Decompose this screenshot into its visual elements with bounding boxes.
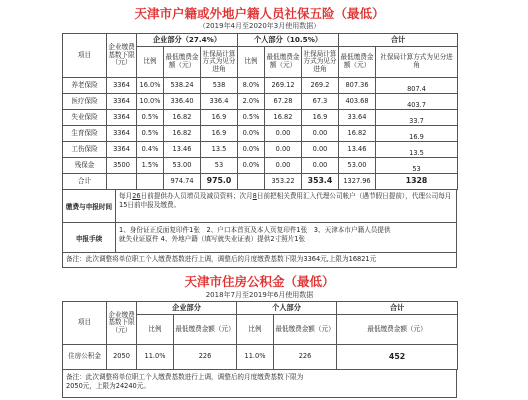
- row-base: 3364: [107, 78, 137, 94]
- housing-table: [62, 301, 458, 370]
- row-personal-min: 269.12: [265, 78, 302, 94]
- housing-header-company: 企业部分: [137, 302, 237, 315]
- timing-day-a: 26: [132, 192, 141, 200]
- row-personal-calc: 0.00: [302, 158, 339, 174]
- row-company-ratio: 1.5%: [137, 158, 164, 174]
- row-total-calc: [376, 142, 458, 158]
- row-personal-ratio: 0.0%: [238, 158, 265, 174]
- housing-row-company-min: 226: [174, 345, 237, 370]
- housing-title: 天津市住房公积金（最低）: [184, 274, 335, 289]
- insurance-subtitle: （2019年4月至2020年3月使用数据）: [198, 22, 321, 30]
- row-total-calc-value: 13.5: [409, 148, 424, 157]
- row-company-ratio: 0.4%: [137, 142, 164, 158]
- row-company-calc: 53: [201, 158, 238, 174]
- row-base: 3500: [107, 158, 137, 174]
- row-personal-calc: 269.2: [302, 78, 339, 94]
- row-personal-ratio: 8.0%: [238, 78, 265, 94]
- row-base: 3364: [107, 142, 137, 158]
- housing-header-base: 企业缴费基数下限（元）: [107, 302, 137, 345]
- row-personal-ratio: 0.0%: [238, 142, 265, 158]
- total-personal-min: 353.22: [265, 174, 302, 190]
- total-label: 合计: [63, 174, 107, 190]
- row-personal-ratio: 0.5%: [238, 110, 265, 126]
- header-total-calc: 社保局计算方式为见分进角: [376, 47, 458, 78]
- table-row: [63, 110, 458, 126]
- row-company-calc: 16.9: [201, 110, 238, 126]
- timing-text: [119, 192, 453, 210]
- housing-row-base: 2050: [107, 345, 137, 370]
- housing-header-total-min: 最低缴费金额（元）: [337, 315, 458, 345]
- row-item: 医疗保险: [63, 94, 107, 110]
- row-total-calc: [376, 110, 458, 126]
- row-total-calc-value: 53: [412, 164, 421, 173]
- row-item: 养老保险: [63, 78, 107, 94]
- table-row: [63, 126, 458, 142]
- row-item: 生育保险: [63, 126, 107, 142]
- table-row: [63, 158, 458, 174]
- total-company-min: 974.74: [164, 174, 201, 190]
- row-total-calc-value: 403.7: [407, 100, 426, 109]
- housing-row-item: 住房公积金: [63, 345, 107, 370]
- row-company-ratio: 16.0%: [137, 78, 164, 94]
- timing-text-c: 日前把相关费用汇入代理公司帐户（遇节假日提前），代理公司每月15日前申报及缴费。: [119, 192, 452, 210]
- header-total-group: 合计: [339, 34, 458, 47]
- row-total-calc-value: 33.7: [409, 116, 424, 125]
- total-total-min: 1327.96: [339, 174, 376, 190]
- row-item: 失业保险: [63, 110, 107, 126]
- housing-row-personal-ratio: 11.0%: [237, 345, 274, 370]
- row-company-min: 538.24: [164, 78, 201, 94]
- row-personal-min: 0.00: [265, 142, 302, 158]
- header-personal-calc: 社保局计算方式为见分进角: [302, 47, 339, 78]
- housing-row-personal-min: 226: [274, 345, 337, 370]
- housing-note-line-2: 2050元，上限为24240元。: [66, 381, 150, 390]
- row-total-calc-value: 807.4: [407, 84, 426, 93]
- timing-day-b: 8: [252, 192, 257, 200]
- row-company-calc: 336.4: [201, 94, 238, 110]
- row-company-min: 16.82: [164, 126, 201, 142]
- housing-note: [62, 370, 457, 398]
- row-company-ratio: 10.0%: [137, 94, 164, 110]
- row-personal-calc: 0.00: [302, 142, 339, 158]
- header-company-ratio: 比例: [137, 47, 164, 78]
- housing-header-total: 合计: [337, 302, 458, 315]
- header-company-min: 最低缴费金额（元）: [164, 47, 201, 78]
- housing-header-item: 项目: [63, 302, 107, 345]
- total-total-calc: 1328: [376, 174, 458, 190]
- row-total-min: 13.46: [339, 142, 376, 158]
- header-company-calc: 社保局计算方式为见分进角: [201, 47, 238, 78]
- procedure-line-1: 1、身份证正反面复印件1张 2、户口本首页及本人页复印件1张 3、天津本市户籍人员提供: [119, 226, 391, 234]
- header-company-group: 企业部分（27.4%）: [137, 34, 238, 47]
- row-personal-min: 0.00: [265, 158, 302, 174]
- header-personal-ratio: 比例: [238, 47, 265, 78]
- procedure-section: [62, 223, 457, 253]
- row-item: 残保金: [63, 158, 107, 174]
- row-total-min: 33.64: [339, 110, 376, 126]
- row-personal-calc: 67.3: [302, 94, 339, 110]
- procedure-label: 申报手续: [63, 223, 116, 252]
- total-row: [63, 174, 458, 190]
- header-item: 项目: [63, 34, 107, 78]
- header-personal-min: 最低缴费金额（元）: [265, 47, 302, 78]
- row-base: 3364: [107, 94, 137, 110]
- row-company-min: 53.00: [164, 158, 201, 174]
- table-row: [63, 78, 458, 94]
- housing-subtitle: 2018年7月至2019年6月使用数据: [205, 291, 314, 299]
- insurance-table: [62, 33, 458, 190]
- header-base: 企业缴费基数下限（元）: [107, 34, 137, 78]
- procedure-text: [119, 226, 453, 244]
- row-personal-ratio: 0.0%: [238, 126, 265, 142]
- row-total-calc-value: 16.9: [409, 132, 424, 141]
- row-base: 3364: [107, 126, 137, 142]
- row-total-min: 403.68: [339, 94, 376, 110]
- row-company-calc: 538: [201, 78, 238, 94]
- timing-section: [62, 189, 457, 223]
- housing-header-personal: 个人部分: [237, 302, 337, 315]
- procedure-line-2: 就失业证原件 4、外地户籍（填写就失业证表）提供2寸照片1张: [119, 235, 306, 244]
- row-personal-min: 16.82: [265, 110, 302, 126]
- insurance-title: 天津市户籍或外地户籍人员社保五险（最低）: [134, 6, 385, 21]
- total-empty: [137, 174, 164, 190]
- housing-header-company-ratio: 比例: [137, 315, 174, 345]
- total-company-calc: 975.0: [201, 174, 238, 190]
- row-total-calc: [376, 126, 458, 142]
- row-company-ratio: 0.5%: [137, 126, 164, 142]
- row-company-min: 336.40: [164, 94, 201, 110]
- row-total-calc: [376, 78, 458, 94]
- total-empty: [107, 174, 137, 190]
- row-company-min: 16.82: [164, 110, 201, 126]
- housing-note-line-1: 备注：此次调整将单位职工个人缴费基数进行上调，调整后的月度缴费基数下限为: [66, 373, 304, 381]
- total-personal-calc: 353.4: [302, 174, 339, 190]
- row-total-min: 16.82: [339, 126, 376, 142]
- row-total-calc: [376, 158, 458, 174]
- table-row: [63, 142, 458, 158]
- timing-label: 缴费与申报时间: [63, 189, 116, 222]
- row-company-min: 13.46: [164, 142, 201, 158]
- row-personal-ratio: 2.0%: [238, 94, 265, 110]
- row-company-calc: 16.9: [201, 126, 238, 142]
- row-total-calc: [376, 94, 458, 110]
- row-personal-min: 0.00: [265, 126, 302, 142]
- row-total-min: 53.00: [339, 158, 376, 174]
- row-personal-calc: 16.9: [302, 110, 339, 126]
- table-row: [63, 345, 458, 370]
- total-empty: [238, 174, 265, 190]
- table-row: [63, 94, 458, 110]
- row-company-calc: 13.5: [201, 142, 238, 158]
- row-base: 3364: [107, 110, 137, 126]
- housing-header-personal-ratio: 比例: [237, 315, 274, 345]
- row-company-ratio: 0.5%: [137, 110, 164, 126]
- header-total-min: 最低缴费金额（元）: [339, 47, 376, 78]
- housing-row-total-min: 452: [337, 345, 458, 370]
- insurance-note: 备注：此次调整将单位职工个人缴费基数进行上调，调整后的月度缴费基数下限为3364元,上限为16821元: [62, 253, 457, 268]
- housing-header-company-min: 最低缴费金额（元）: [174, 315, 237, 345]
- row-personal-calc: 0.00: [302, 126, 339, 142]
- header-personal-group: 个人部分（10.5%）: [238, 34, 339, 47]
- row-total-min: 807.36: [339, 78, 376, 94]
- document-sheet: [62, 0, 457, 400]
- timing-text-b: 日前提供办人员增员及减员资料；次月: [140, 192, 253, 200]
- housing-row-company-ratio: 11.0%: [137, 345, 174, 370]
- row-personal-min: 67.28: [265, 94, 302, 110]
- timing-text-a: 每月: [119, 192, 133, 200]
- row-item: 工伤保险: [63, 142, 107, 158]
- housing-header-personal-min: 最低缴费金额（元）: [274, 315, 337, 345]
